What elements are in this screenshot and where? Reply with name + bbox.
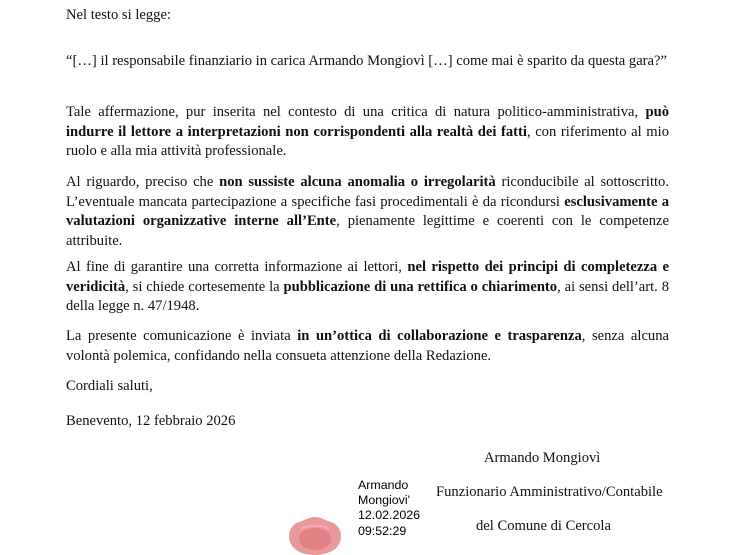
signature-date: 12.02.2026 bbox=[358, 508, 421, 523]
signer-role: Funzionario Amministrativo/Contabile bbox=[436, 484, 663, 500]
signature-name-line1: Armando bbox=[358, 478, 409, 492]
intro-line bbox=[66, 6, 669, 26]
signature-seal-icon bbox=[286, 515, 344, 555]
quoted-passage bbox=[66, 52, 669, 72]
p2-emphasis-1: non sussiste alcuna anomalia o irregolarità bbox=[219, 174, 496, 190]
signer-name: Armando Mongiovì bbox=[484, 450, 601, 466]
digital-signature-stamp bbox=[358, 478, 438, 539]
place-date: Benevento, 12 febbraio 2026 bbox=[66, 413, 236, 429]
p3-emphasis-1: nel rispetto dei principi di completezza e veridicità bbox=[66, 259, 669, 295]
signer-office: del Comune di Cercola bbox=[476, 518, 611, 534]
p4-emphasis: in un’ottica di collaborazione e trasparenza bbox=[297, 328, 582, 344]
signature-name-line2: Mongiovi' bbox=[358, 493, 410, 508]
quote-text: “[…] il responsabile finanziario in carica Armando Mongiovì […] come mai è sparito da questa gara?” bbox=[66, 53, 667, 69]
paragraph-2: Al riguardo, preciso che non sussiste alcuna anomalia o irregolarità riconducibile al sottoscritto. L’eventuale mancata partecipazione a specifiche fasi procedimentali è da ricondursi esclusivamente a valutazioni organizzative interne all’Ente, pienamente legittime e coerenti con le competenze attribuite. bbox=[66, 174, 670, 249]
paragraph-3: Al fine di garantire una corretta informazione ai lettori, nel rispetto dei principi di completezza e veridicità, si chiede cortesemente la pubblicazione di una rettifica o chiarimento, ai sensi dell’art. 8 della legge n. 47/1948. bbox=[66, 259, 669, 314]
paragraph-4: La presente comunicazione è inviata in un’ottica di collaborazione e trasparenza, senza alcuna volontà polemica, confidando nella consueta attenzione della Redazione. bbox=[66, 328, 669, 364]
p1-emphasis: può indurre il lettore a interpretazioni non corrispondenti alla realtà dei fatti bbox=[66, 104, 669, 140]
paragraph-1: Tale affermazione, pur inserita nel contesto di una critica di natura politico-amministrativa, può indurre il lettore a interpretazioni non corrispondenti alla realtà dei fatti, con riferimento al mio ruolo e alla mia attività professionale. bbox=[66, 104, 669, 159]
p3-emphasis-2: pubblicazione di una rettifica o chiarimento bbox=[283, 278, 558, 295]
signature-time: 09:52:29 bbox=[358, 523, 407, 538]
p2-emphasis-2: esclusivamente a valutazioni organizzative interne all’Ente bbox=[66, 193, 670, 229]
intro-text: Nel testo si legge: bbox=[66, 7, 171, 23]
closing: Cordiali saluti, bbox=[66, 378, 153, 394]
